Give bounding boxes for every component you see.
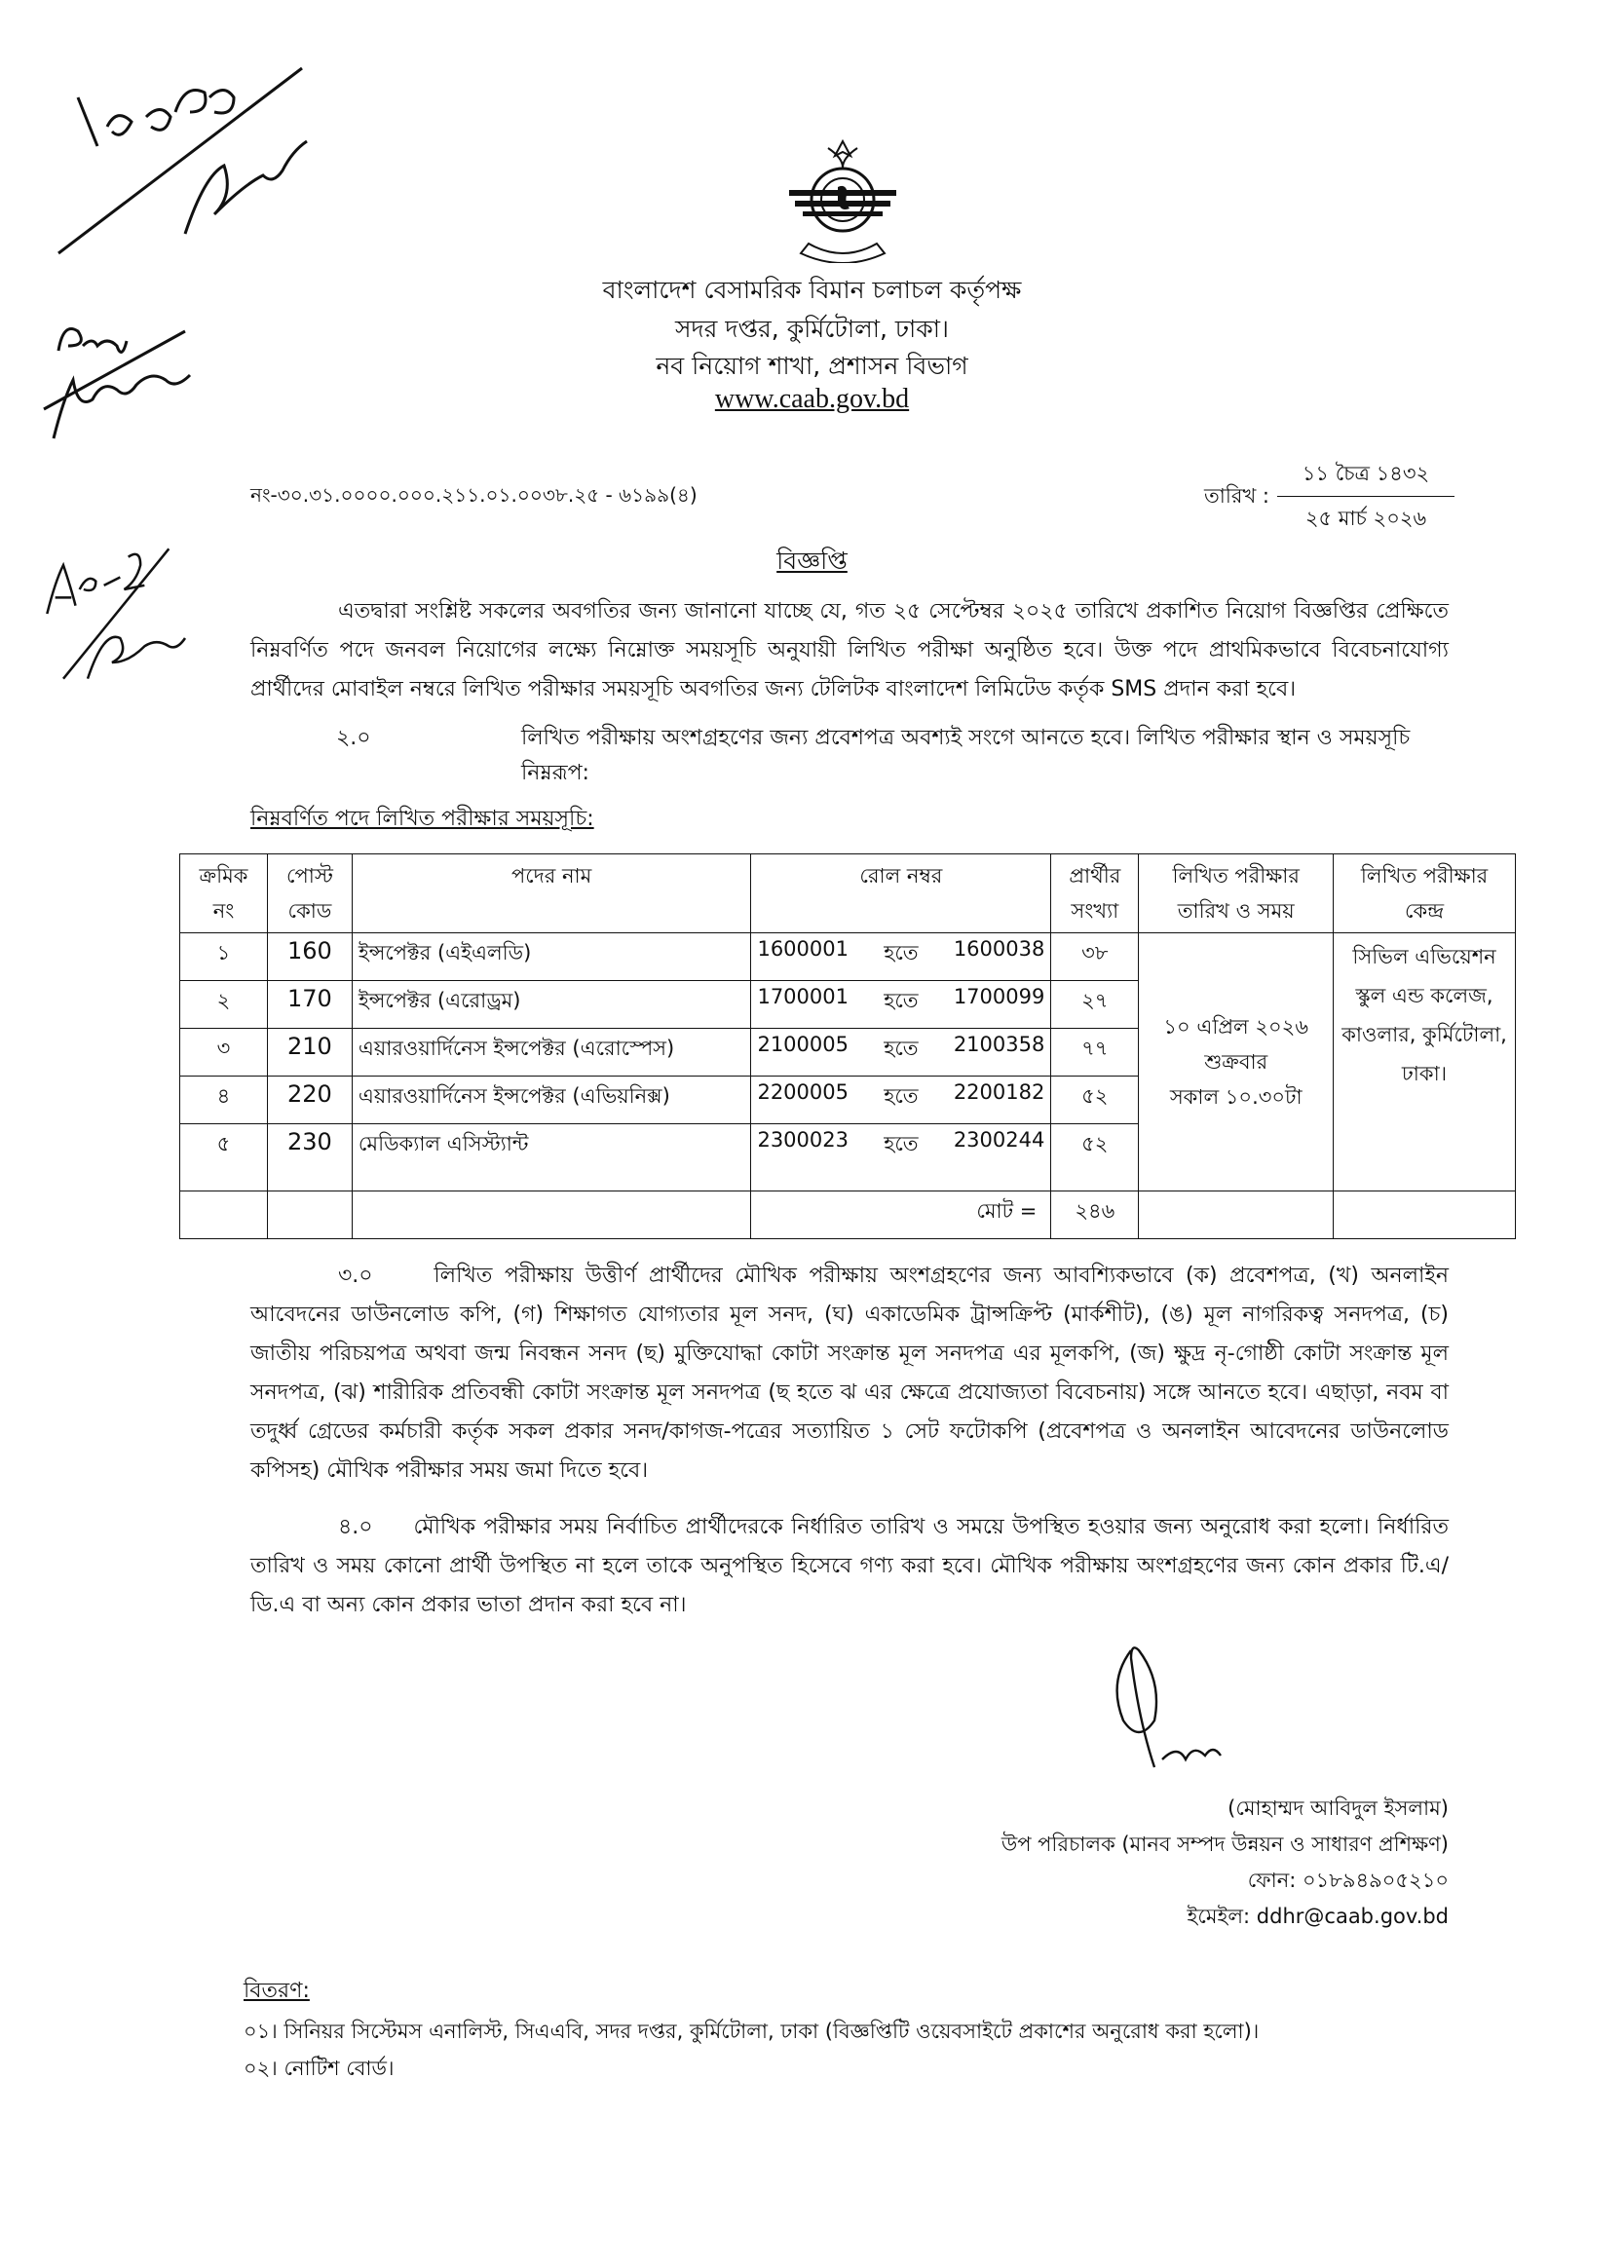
candidate-count-cell: ২৭	[1051, 981, 1139, 1029]
exam-center-cell: সিভিল এভিয়েশন স্কুল এন্ড কলেজ, কাওলার, কুর্মিটোলা, ঢাকা।	[1334, 933, 1516, 1191]
exam-time: সকাল ১০.৩০টা	[1169, 1085, 1303, 1109]
roll-from: 2200005	[757, 1080, 849, 1104]
serial-cell: ১	[180, 933, 268, 981]
office-address: সদর দপ্তর, কুর্মিটোলা, ঢাকা।	[675, 315, 949, 343]
date-english: ২৫ মার্চ ২০২৬	[1304, 507, 1427, 530]
header-datetime: লিখিত পরীক্ষার তারিখ ও সময়	[1139, 854, 1334, 933]
website-link[interactable]: www.caab.gov.bd	[714, 384, 910, 414]
roll-from: 2100005	[757, 1033, 849, 1056]
post-code-cell: 170	[267, 981, 352, 1029]
post-name-cell: এয়ারওয়ার্দিনেস ইন্সপেক্টর (এভিয়নিক্স)	[352, 1077, 751, 1124]
serial-cell: ৫	[180, 1124, 268, 1191]
signatory-name: (মোহাম্মদ আবিদুল ইসলাম)	[1227, 1796, 1449, 1820]
exam-day: শুক্রবার	[1204, 1050, 1268, 1074]
handwritten-annotation-top	[39, 39, 331, 263]
paragraph-4-text: মৌখিক পরীক্ষার সময় নির্বাচিত প্রার্থীদেরকে নির্ধারিত তারিখ ও সময়ে উপস্থিত হওয়ার জন্য অনুরোধ করা হলো। নির্ধারিত তারিখ ও সময় কোনো প্রার্থী উপস্থিত না হলে তাকে অনুপস্থিত হিসেবে গণ্য করা হবে। মৌখিক পরীক্ষায় অংশগ্রহণের জন্য কোন প্রকার টি.এ/ডি.এ বা অন্য কোন প্রকার ভাতা প্রদান করা হবে না।	[250, 1515, 1449, 1617]
table-header-row	[180, 854, 1516, 933]
post-code-cell: 220	[267, 1077, 352, 1124]
header-post-code: পোস্ট কোড	[267, 854, 352, 933]
candidate-count-cell: ৫২	[1051, 1077, 1139, 1124]
notice-body	[199, 592, 1507, 2087]
total-count: ২৪৬	[1051, 1191, 1139, 1239]
post-name-cell: এয়ারওয়ার্দিনেস ইন্সপেক্টর (এরোস্পেস)	[352, 1029, 751, 1077]
roll-to-word: হতে	[884, 989, 919, 1012]
paragraph-3-number: ৩.০	[338, 1264, 373, 1288]
post-code-cell: 160	[267, 933, 352, 981]
candidate-count-cell: ৩৮	[1051, 933, 1139, 981]
distribution-heading: বিতরণ:	[244, 1979, 310, 2003]
total-label: মোট =	[751, 1191, 1051, 1239]
date-label: তারিখ :	[1204, 484, 1269, 508]
distribution-item: ০১। সিনিয়র সিস্টেমস এনালিস্ট, সিএএবি, সদর দপ্তর, কুর্মিটোলা, ঢাকা (বিজ্ঞপ্তিটি ওয়েবসাইটে প্রকাশের অনুরোধ করা হলো)।	[244, 2020, 1260, 2043]
paragraph-2-number: ২.০	[336, 726, 371, 750]
paragraph-3	[250, 1257, 1449, 1491]
post-name-cell: মেডিক্যাল এসিস্ট্যান্ট	[352, 1124, 751, 1191]
roll-to-word: হতে	[884, 1084, 919, 1108]
signature-area	[250, 1635, 1449, 1935]
notice-title: বিজ্ঞপ্তি	[776, 547, 848, 575]
serial-cell: ৩	[180, 1029, 268, 1077]
roll-to-word: হতে	[884, 941, 919, 964]
roll-to: 1700099	[953, 985, 1045, 1008]
roll-to: 2100358	[953, 1033, 1045, 1056]
schedule-heading: নিম্নবর্ণিত পদে লিখিত পরীক্ষার সময়সূচি:	[250, 807, 594, 831]
org-name: বাংলাদেশ বেসামরিক বিমান চলাচল কর্তৃপক্ষ	[602, 276, 1022, 304]
post-name-cell: ইন্সপেক্টর (এরোড্রম)	[352, 981, 751, 1029]
header-center: লিখিত পরীক্ষার কেন্দ্র	[1334, 854, 1516, 933]
roll-from: 1700001	[757, 985, 849, 1008]
date-bangla: ১১ চৈত্র ১৪৩২	[1277, 458, 1454, 497]
candidate-count-cell: ৭৭	[1051, 1029, 1139, 1077]
serial-cell: ২	[180, 981, 268, 1029]
paragraph-2: লিখিত পরীক্ষায় অংশগ্রহণের জন্য প্রবেশপত্র অবশ্যই সংগে আনতে হবে। লিখিত পরীক্ষার স্থান ও সময়সূচি নিম্নরূপ:	[521, 726, 1411, 785]
table-row	[180, 933, 1516, 981]
paragraph-2-row	[250, 721, 1449, 791]
signature	[1078, 1635, 1293, 1791]
branch-name: নব নিয়োগ শাখা, প্রশাসন বিভাগ	[656, 352, 968, 380]
distribution-item: ০২। নোটিশ বোর্ড।	[244, 2057, 395, 2080]
roll-to: 2200182	[953, 1080, 1045, 1104]
paragraph-3-text: লিখিত পরীক্ষায় উত্তীর্ণ প্রার্থীদের মৌখিক পরীক্ষায় অংশগ্রহণের জন্য আবশ্যিকভাবে (ক) প্রবেশপত্র, (খ) অনলাইন আবেদনের ডাউনলোড কপি, (গ) শিক্ষাগত যোগ্যতার মূল সনদ, (ঘ) একাডেমিক ট্রান্সক্রিপ্ট (মার্কশীট), (ঙ) মূল নাগরিকত্ব সনদপত্র, (চ) জাতীয় পরিচয়পত্র অথবা জন্ম নিবন্ধন সনদ (ছ) মুক্তিযোদ্ধা কোটা সংক্রান্ত মূল সনদপত্র এর মূলকপি, (জ) ক্ষুদ্র নৃ-গোষ্ঠী কোটা সংক্রান্ত মূল সনদপত্র, (ঝ) শারীরিক প্রতিবন্ধী কোটা সংক্রান্ত মূল সনদপত্র (ছ হতে ঝ এর ক্ষেত্রে প্রযোজ্যতা বিবেচনায়) সঙ্গে আনতে হবে। এছাড়া, নবম বা তদুর্ধ্ব গ্রেডের কর্মচারী কর্তৃক সকল প্রকার সনদ/কাগজ-পত্রের সত্যায়িত ১ সেট ফটোকপি (প্রবেশপত্র ও অনলাইন আবেদনের ডাউনলোড কপিসহ) মৌখিক পরীক্ষার সময় জমা দিতে হবে।	[250, 1264, 1450, 1483]
post-name-cell: ইন্সপেক্টর (এইএলডি)	[352, 933, 751, 981]
exam-date: ১০ এপ্রিল ২০২৬	[1163, 1015, 1308, 1039]
roll-to: 2300244	[953, 1128, 1045, 1152]
post-code-cell: 210	[267, 1029, 352, 1077]
signatory-designation: উপ পরিচালক (মানব সম্পদ উন্নয়ন ও সাধারণ প্রশিক্ষণ)	[1001, 1833, 1449, 1856]
signatory-block	[796, 1791, 1449, 1935]
header-serial: ক্রমিক নং	[180, 854, 268, 933]
date-block	[1204, 458, 1449, 537]
roll-from: 1600001	[757, 937, 849, 961]
exam-datetime-cell	[1139, 933, 1334, 1191]
roll-to-word: হতে	[884, 1132, 919, 1155]
distribution-list	[244, 2013, 1539, 2087]
exam-schedule-table	[179, 853, 1516, 1239]
reference-number: নং-৩০.৩১.০০০০.০০০.২১১.০১.০০৩৮.২৫ - ৬১৯৯(৪)	[250, 483, 698, 507]
roll-from: 2300023	[757, 1128, 849, 1152]
roll-range-cell	[751, 1124, 1051, 1191]
post-code-cell: 230	[267, 1124, 352, 1191]
paragraph-4-number: ৪.০	[338, 1515, 373, 1539]
signatory-email: ইমেইল: ddhr@caab.gov.bd	[1187, 1905, 1449, 1928]
roll-range-cell	[751, 1029, 1051, 1077]
roll-to: 1600038	[953, 937, 1045, 961]
paragraph-1: এতদ্বারা সংশ্লিষ্ট সকলের অবগতির জন্য জানানো যাচ্ছে যে, গত ২৫ সেপ্টেম্বর ২০২৫ তারিখে প্রকাশিত নিয়োগ বিজ্ঞপ্তির প্রেক্ষিতে নিম্নবর্ণিত পদে জনবল নিয়োগের লক্ষ্যে নিম্নোক্ত সময়সূচি অনুযায়ী লিখিত পরীক্ষা অনুষ্ঠিত হবে। উক্ত পদে প্রাথমিকভাবে বিবেচনাযোগ্য প্রার্থীদের মোবাইল নম্বরে লিখিত পরীক্ষার সময়সূচি অবগতির জন্য টেলিটক বাংলাদেশ লিমিটেড কর্তৃক SMS প্রদান করা হবে।	[250, 599, 1449, 701]
memo-line	[250, 458, 1449, 537]
paragraph-4	[250, 1508, 1449, 1625]
signatory-phone: ফোন: ০১৮৯৪৯০৫২১০	[1247, 1869, 1449, 1892]
roll-range-cell	[751, 933, 1051, 981]
serial-cell: ৪	[180, 1077, 268, 1124]
caab-logo	[779, 136, 906, 263]
roll-range-cell	[751, 981, 1051, 1029]
roll-to-word: হতে	[884, 1037, 919, 1060]
header-roll: রোল নম্বর	[751, 854, 1051, 933]
candidate-count-cell: ৫২	[1051, 1124, 1139, 1191]
header-count: প্রার্থীর সংখ্যা	[1051, 854, 1139, 933]
table-total-row	[180, 1191, 1516, 1239]
roll-range-cell	[751, 1077, 1051, 1124]
header-post-name: পদের নাম	[352, 854, 751, 933]
